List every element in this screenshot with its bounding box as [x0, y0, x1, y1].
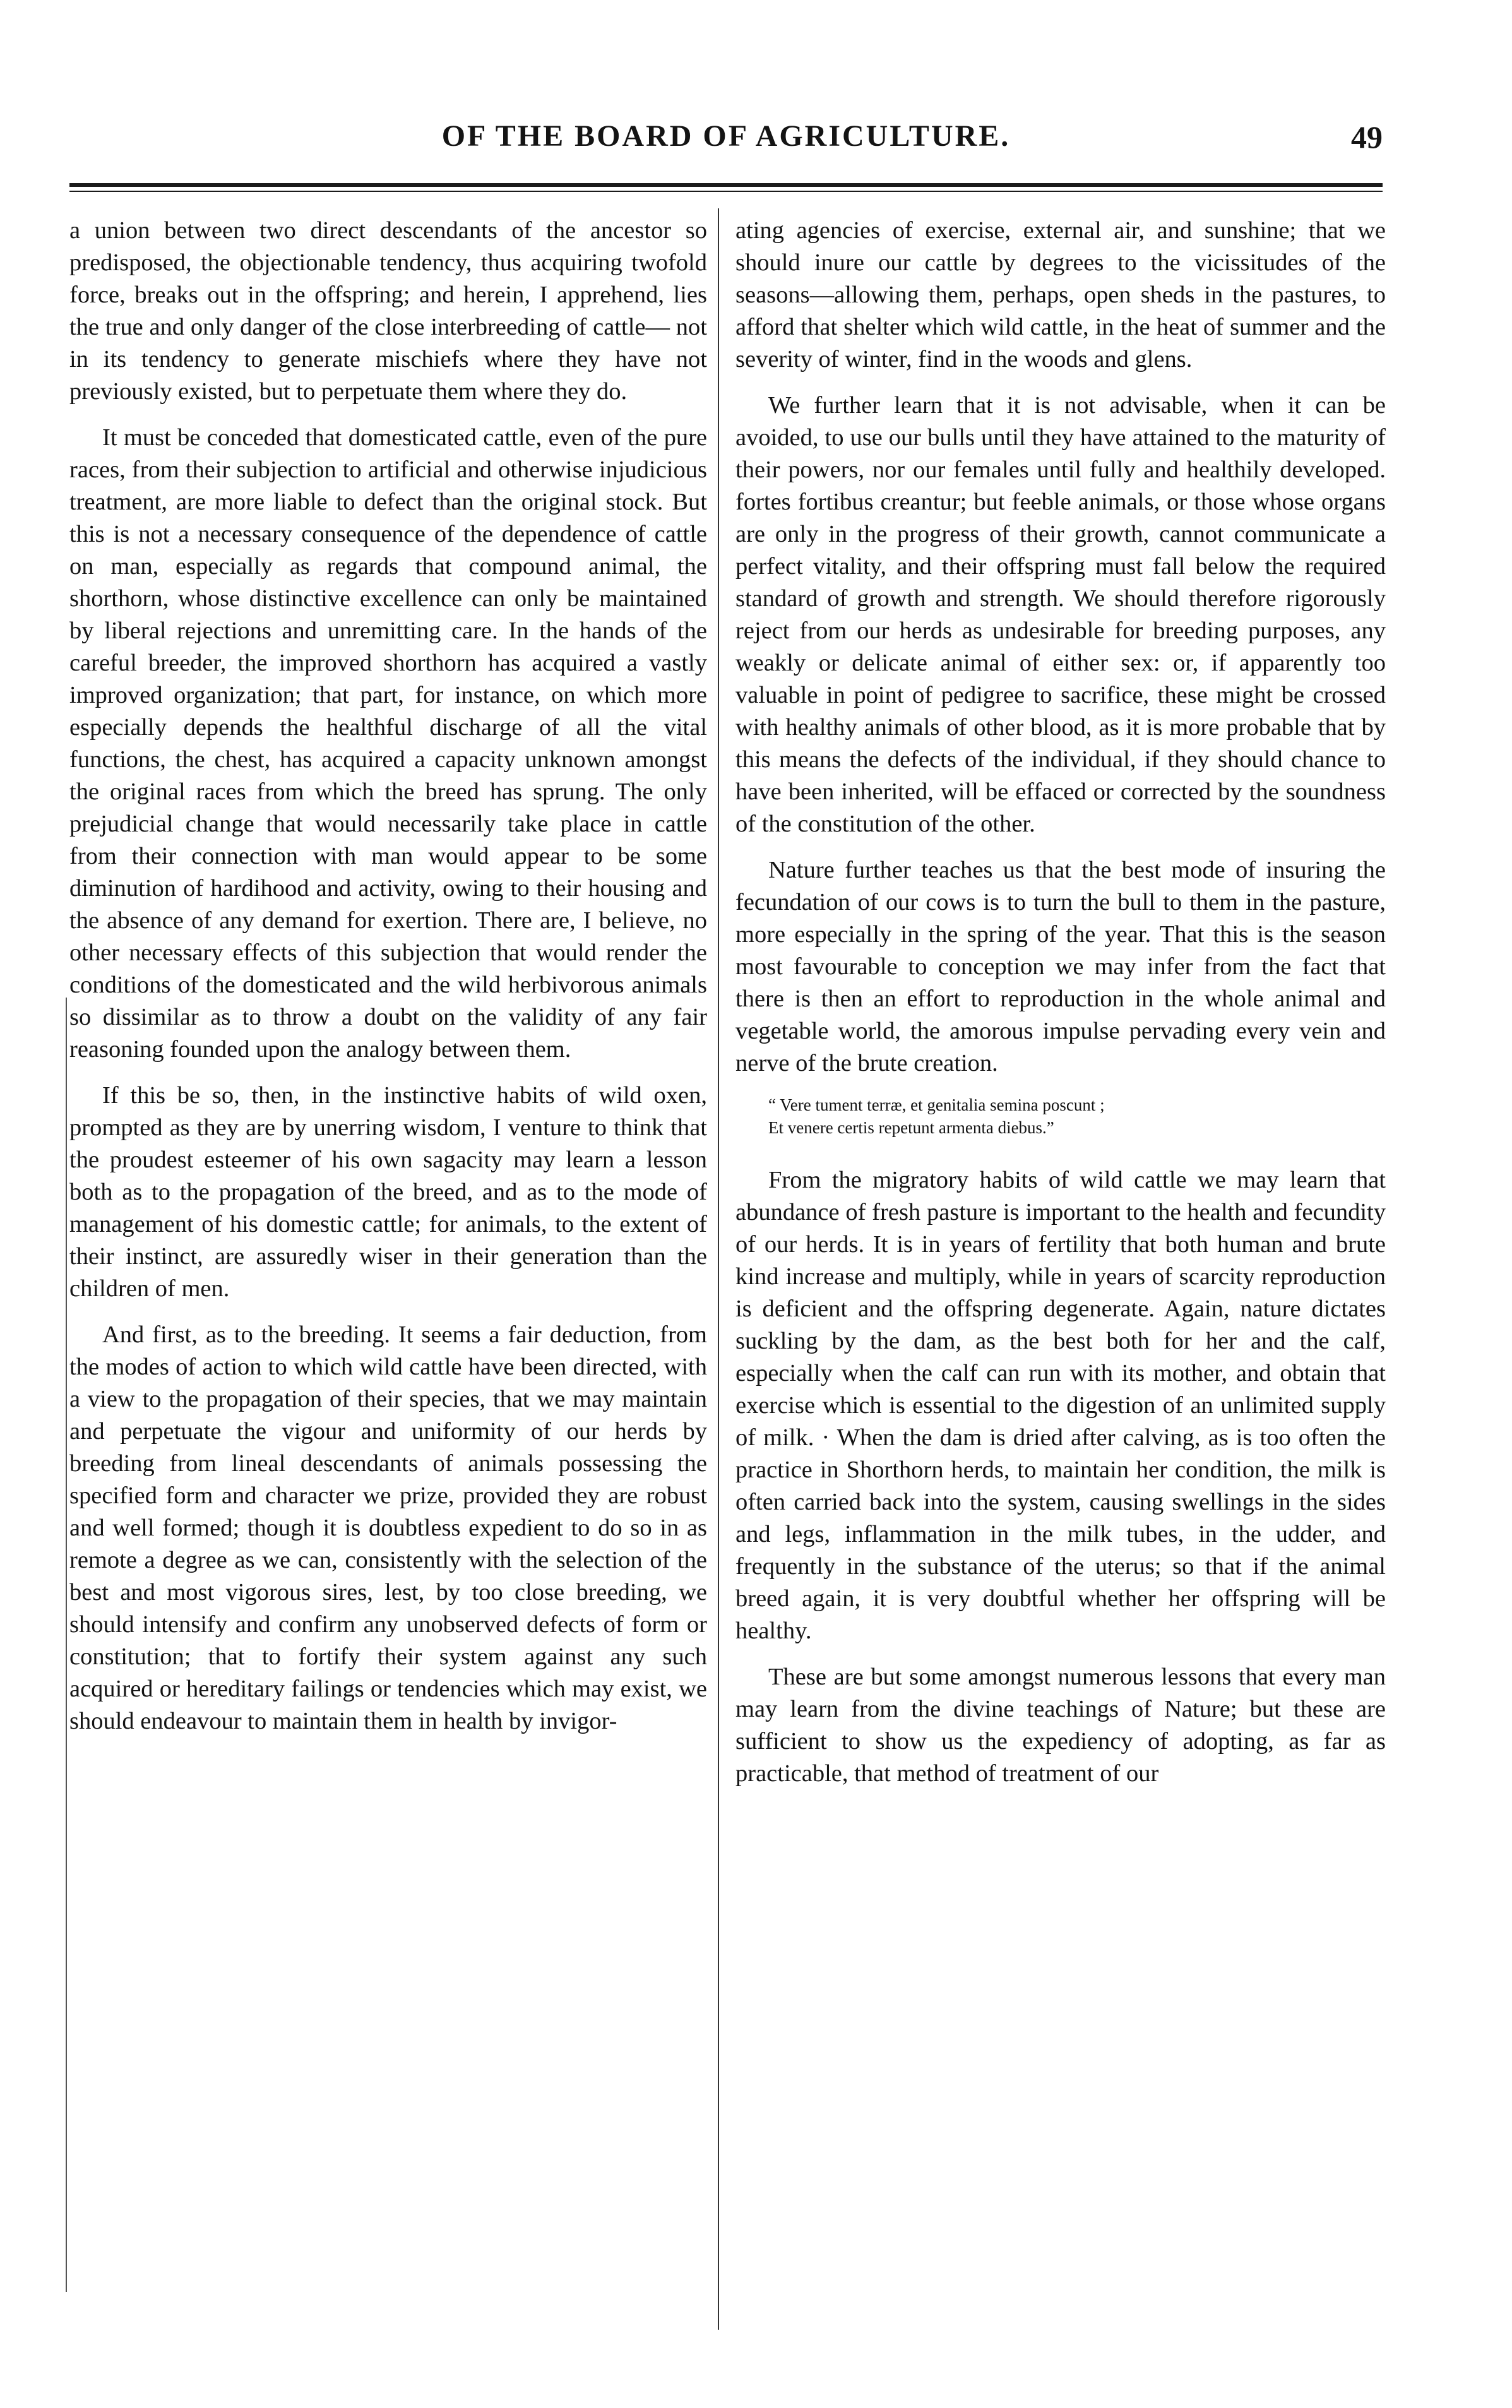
quote-line-1: “ Vere tument terræ, et genitalia semina poscunt ;: [768, 1095, 1105, 1114]
right-paragraph-1: ating agencies of exercise, external air, and sunshine; that we should inure our cattle by degrees to the vicissitudes of the seasons—allowing them, perhaps, open sheds in the pastures, to afford that shelter which wild cattle, in the heat of summer and the severity of winter, find in the woods and glens.: [735, 217, 1386, 373]
left-paragraph-1: a union between two direct descendants of the ancestor so predisposed, the objectionable tendency, thus acquiring twofold force, breaks out in the offspring; and herein, I apprehend, lies the true and only danger of the close interbreeding of cattle— not in its tendency to generate mischiefs where they have not previously existed, but to perpetuate them where they do.: [69, 217, 707, 405]
header-rule-thick: [69, 183, 1383, 187]
latin-quotation: [735, 1094, 1386, 1139]
quote-line-2: Et venere certis repetunt armenta diebus.”: [768, 1118, 1054, 1137]
margin-binding-line: [66, 998, 67, 2292]
right-paragraph-4: From the migratory habits of wild cattle we may learn that abundance of fresh pasture is important to the health and fecundity of our herds. It is in years of fertility that both human and brute kind increase and multiply, while in years of scarcity reproduction is deficient and the offspring degenerate. Again, nature dictates suckling by the dam, as the best both for her and the calf, especially when the calf can run with its mother, and obtain that exercise which is essential to the digestion of an unlimited supply of milk. · When the dam is dried after calving, as is too often the practice in Shorthorn herds, to maintain her condition, the milk is often carried back into the system, causing swellings in the sides and legs, inflammation in the milk tubes, in the udder, and frequently in the substance of the uterus; so that if the animal breed again, it is very doubtful whether her offspring will be healthy.: [735, 1167, 1386, 1644]
header-rule-thin: [69, 191, 1383, 192]
left-column: [69, 215, 707, 1751]
right-paragraph-2: We further learn that it is not advisable, when it can be avoided, to use our bulls until they have attained to the maturity of their powers, nor our females until fully and healthily developed. fortes fortibus creantur; but feeble animals, or those whose organs are only in the progress of their growth, cannot communicate a perfect vitality, and their offspring must fall below the required standard of growth and strength. We should therefore rigorously reject from our herds as undesirable for breeding purposes, any weakly or delicate animal of either sex: or, if apparently too valuable in point of pedigree to sacrifice, these might be crossed with healthy animals of other blood, as it is more probable that by this means the defects of the individual, if they should chance to have been inherited, will be effaced or corrected by the soundness of the constitution of the other.: [735, 392, 1386, 837]
left-paragraph-4: And first, as to the breeding. It seems a fair deduction, from the modes of action to which wild cattle have been directed, with a view to the propagation of their species, that we may maintain and perpetuate the vigour and uniformity of our herds by breeding from lineal descendants of animals possessing the specified form and character we prize, provided they are robust and well formed; though it is doubtless expedient to do so in as remote a degree as we can, consistently with the selection of the best and most vigorous sires, lest, by too close breeding, we should intensify and confirm any unobserved defects of form or constitution; that to fortify their system against any such acquired or hereditary failings or tendencies which may exist, we should endeavour to maintain them in health by invigor-: [69, 1321, 707, 1734]
right-column: [735, 215, 1386, 1804]
left-paragraph-2: It must be conceded that domesticated cattle, even of the pure races, from their subjection to artificial and otherwise injudicious treatment, are more liable to defect than the original stock. But this is not a necessary consequence of the dependence of cattle on man, especially as regards that compound animal, the shorthorn, whose distinctive excellence can only be maintained by liberal rejections and unremitting care. In the hands of the careful breeder, the improved shorthorn has acquired a vastly improved organization; that part, for instance, on which more especially depends the healthful discharge of all the vital functions, the chest, has acquired a capacity unknown amongst the original races from which the breed has sprung. The only prejudicial change that would necessarily take place in cattle from their connection with man would appear to be some diminution of hardihood and activity, owing to their housing and the absence of any demand for exertion. There are, I believe, no other necessary effects of this subjection that would render the conditions of the domesticated and the wild herbivorous animals so dissimilar as to throw a doubt on the validity of any fair reasoning founded upon the analogy between them.: [69, 424, 707, 1063]
running-title: OF THE BOARD OF AGRICULTURE.: [441, 119, 1011, 153]
right-paragraph-3: Nature further teaches us that the best mode of insuring the fecundation of our cows is to turn the bull to them in the pasture, more especially in the spring of the year. That this is the season most favourable to conception we may infer from the fact that there is then an effort to reproduction in the whole animal and vegetable world, the amorous impulse pervading every vein and nerve of the brute creation.: [735, 857, 1386, 1076]
page-header: [69, 119, 1383, 169]
page-number: 49: [1351, 119, 1383, 155]
right-paragraph-5: These are but some amongst numerous lessons that every man may learn from the divine teachings of Nature; but these are sufficient to show us the expediency of adopting, as far as practicable, that method of treatment of our: [735, 1664, 1386, 1787]
left-paragraph-3: If this be so, then, in the instinctive habits of wild oxen, prompted as they are by unerring wisdom, I venture to think that the proudest esteemer of his own sagacity may learn a lesson both as to the propagation of the breed, and as to the mode of management of his domestic cattle; for animals, to the extent of their instinct, are assuredly wiser in their generation than the children of men.: [69, 1082, 707, 1302]
column-divider: [718, 208, 719, 2330]
